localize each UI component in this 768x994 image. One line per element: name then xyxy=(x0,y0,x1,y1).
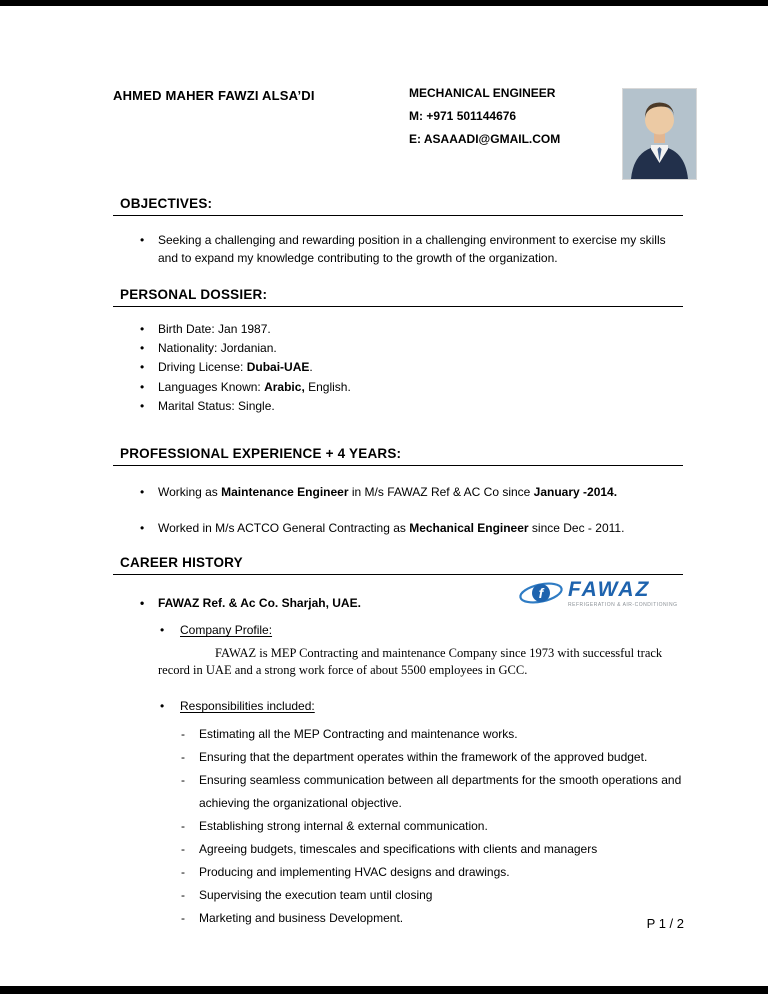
experience-text: Working as xyxy=(158,485,222,500)
personal-dossier-list xyxy=(113,320,683,416)
responsibility-item: - Estimating all the MEP Contracting and maintenance works. xyxy=(113,723,683,746)
experience-item xyxy=(113,519,683,537)
svg-text:f: f xyxy=(538,585,544,601)
bottom-border xyxy=(0,986,768,994)
phone-number: M: +971 501144676 xyxy=(409,109,517,123)
responsibility-item: - Supervising the execution team until closing xyxy=(113,884,683,907)
responsibility-item: - Producing and implementing HVAC designs and drawings. xyxy=(113,861,683,884)
personal-item-driving-license xyxy=(113,358,683,377)
fawaz-logo-icon xyxy=(518,577,564,609)
company-name: • FAWAZ Ref. & Ac Co. Sharjah, UAE. xyxy=(113,594,683,612)
responsibility-item: - Ensuring seamless communication between all departments for the smooth operations and achieving the organizational objective. xyxy=(113,769,683,815)
header xyxy=(113,86,683,180)
objective-text: Seeking a challenging and rewarding position in a challenging environment to exercise my skills and to expand my knowledge contributing to the growth of the organization. xyxy=(158,233,666,265)
experience-list xyxy=(113,483,683,537)
personal-item-post: English. xyxy=(304,379,351,394)
top-border xyxy=(0,0,768,6)
fawaz-logo-text-block xyxy=(568,579,678,608)
responsibility-item: - Agreeing budgets, timescales and specifications with clients and managers xyxy=(113,838,683,861)
responsibilities-heading: • Responsibilities included: xyxy=(113,697,683,715)
experience-text: Worked in M/s ACTCO General Contracting as xyxy=(158,521,410,536)
section-heading-objectives: OBJECTIVES: xyxy=(113,196,683,216)
section-heading-experience: PROFESSIONAL EXPERIENCE + 4 YEARS: xyxy=(113,446,683,466)
page-number: P 1 / 2 xyxy=(646,916,684,931)
experience-item xyxy=(113,483,683,501)
fawaz-logo-wordmark: FAWAZ xyxy=(568,577,651,601)
responsibility-item: - Ensuring that the department operates within the framework of the approved budget. xyxy=(113,746,683,769)
responsibilities-list xyxy=(113,723,683,930)
company-profile-text: FAWAZ is MEP Contracting and maintenance Company since 1973 with successful track record in UAE and a strong work force of about 5500 employees in GCC. xyxy=(158,646,663,678)
personal-item-post: . xyxy=(309,360,313,375)
responsibility-item: - Marketing and business Development. xyxy=(113,907,683,930)
experience-text: in M/s FAWAZ Ref & AC Co since xyxy=(348,485,534,500)
responsibilities-heading-list xyxy=(113,697,683,715)
fawaz-logo xyxy=(518,577,678,609)
company-profile-heading: • Company Profile: xyxy=(113,621,683,639)
personal-item-bold: Dubai-UAE xyxy=(246,360,310,375)
objective-item xyxy=(113,231,683,267)
profile-photo-image xyxy=(623,89,696,179)
responsibility-item: - Establishing strong internal & external communication. xyxy=(113,815,683,838)
candidate-name: AHMED MAHER FAWZI ALSA’DI xyxy=(113,88,315,103)
personal-item-text: Nationality: Jordanian. xyxy=(158,341,277,356)
personal-item-bold: Arabic, xyxy=(264,379,305,394)
experience-role: Maintenance Engineer xyxy=(221,485,349,500)
objectives-list xyxy=(113,231,683,267)
contact-block xyxy=(409,86,560,180)
experience-role: Mechanical Engineer xyxy=(409,521,529,536)
personal-item-marital-status xyxy=(113,397,683,416)
personal-item-languages xyxy=(113,378,683,397)
personal-item-text: Marital Status: Single. xyxy=(158,398,275,413)
fawaz-logo-tagline: REFRIGERATION & AIR-CONDITIONING xyxy=(568,601,678,608)
experience-text: since Dec - 2011. xyxy=(528,521,625,536)
experience-date: January -2014. xyxy=(533,485,618,500)
personal-item-birth-date xyxy=(113,320,683,339)
personal-item-text: Languages Known: xyxy=(158,379,265,394)
job-title: MECHANICAL ENGINEER xyxy=(409,86,556,100)
section-heading-personal-dossier: PERSONAL DOSSIER: xyxy=(113,287,683,307)
section-heading-career-history: CAREER HISTORY xyxy=(113,555,683,575)
personal-item-text: Driving License: xyxy=(158,360,247,375)
email-address: E: ASAAADI@GMAIL.COM xyxy=(409,132,561,146)
personal-item-text: Birth Date: Jan 1987. xyxy=(158,322,271,336)
profile-photo xyxy=(622,88,697,180)
personal-item-nationality xyxy=(113,339,683,358)
